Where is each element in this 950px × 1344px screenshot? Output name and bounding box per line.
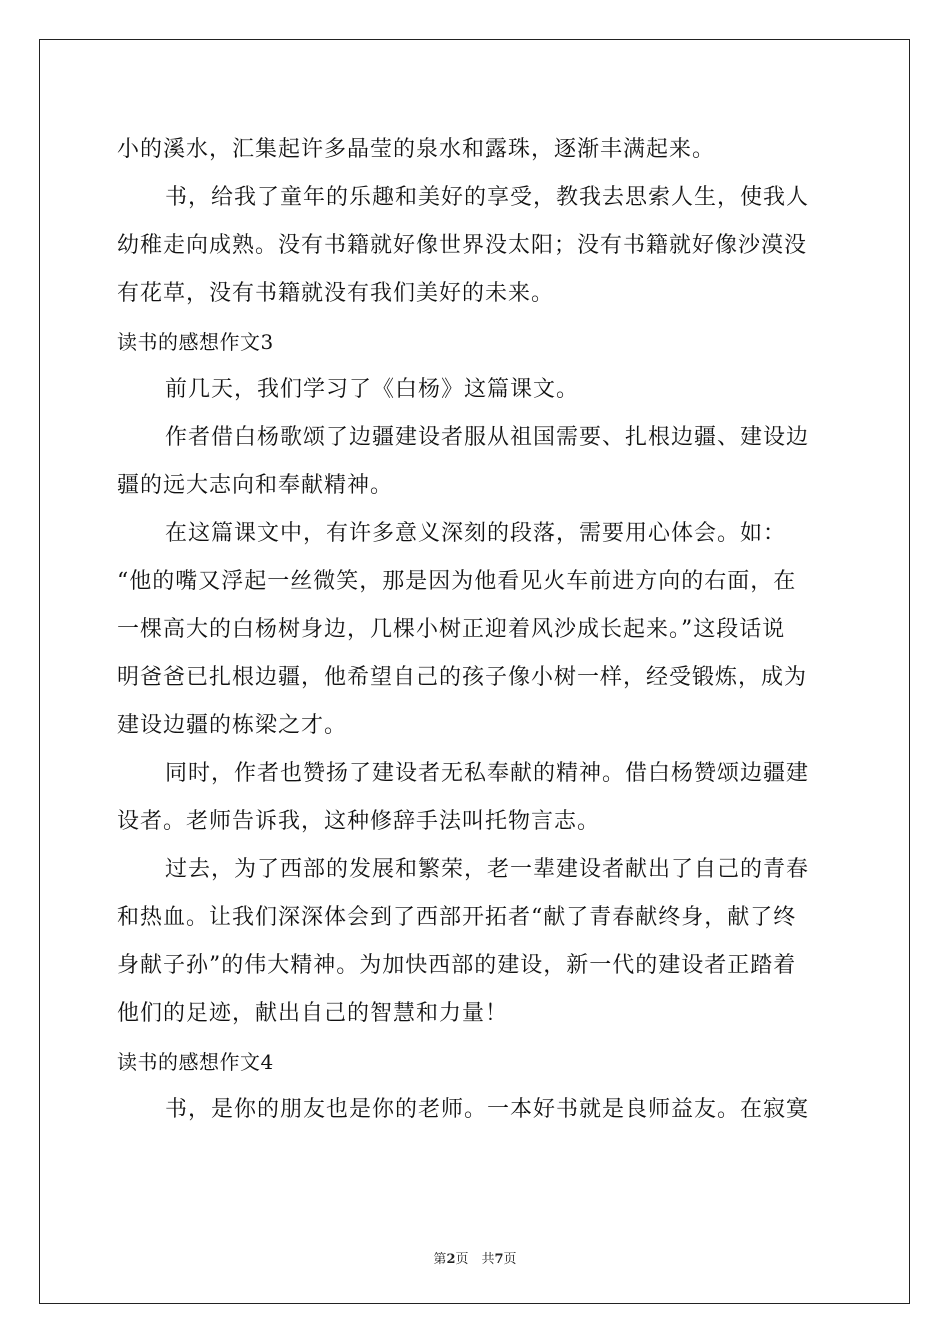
text-line: 设者。老师告诉我，这种修辞手法叫托物言志。: [117, 809, 601, 834]
current-page-number: 2: [446, 1252, 456, 1267]
text-line: “他的嘴又浮起一丝微笑，那是因为他看见火车前进方向的右面，在: [117, 569, 797, 594]
text-line: 建设边疆的栋梁之才。: [117, 713, 348, 738]
text-line: 过去，为了西部的发展和繁荣，老一辈建设者献出了自己的青春: [165, 857, 810, 882]
footer-middle: 页 共: [455, 1252, 495, 1267]
text-line: 有花草，没有书籍就没有我们美好的未来。: [117, 281, 555, 306]
text-line: 一棵高大的白杨树身边，几棵小树正迎着风沙成长起来。”这段话说: [117, 617, 786, 642]
text-line: 同时，作者也赞扬了建设者无私奉献的精神。借白杨赞颂边疆建: [165, 761, 810, 786]
text-line: 书，是你的朋友也是你的老师。一本好书就是良师益友。在寂寞: [165, 1097, 810, 1122]
section-heading: 读书的感想作文3: [117, 330, 274, 354]
text-line: 疆的远大志向和奉献精神。: [117, 473, 394, 498]
text-line: 他们的足迹，献出自己的智慧和力量！: [117, 1001, 509, 1026]
total-page-number: 7: [494, 1252, 504, 1267]
text-line: 和热血。让我们深深体会到了西部开拓者“献了青春献终身，献了终: [117, 905, 797, 930]
text-line: 前几天，我们学习了《白杨》这篇课文。: [165, 377, 580, 402]
text-line: 明爸爸已扎根边疆，他希望自己的孩子像小树一样，经受锻炼，成为: [117, 665, 808, 690]
text-line: 小的溪水，汇集起许多晶莹的泉水和露珠，逐渐丰满起来。: [117, 137, 716, 162]
text-line: 幼稚走向成熟。没有书籍就好像世界没太阳；没有书籍就好像沙漠没: [117, 233, 808, 258]
document-body: [117, 126, 833, 1134]
footer-suffix: 页: [503, 1252, 517, 1267]
text-line: 作者借白杨歌颂了边疆建设者服从祖国需要、扎根边疆、建设边: [165, 425, 810, 450]
section-heading: 读书的感想作文4: [117, 1050, 274, 1074]
text-line: 书，给我了童年的乐趣和美好的享受，教我去思索人生，使我人: [165, 185, 810, 210]
text-line: 身献子孙”的伟大精神。为加快西部的建设，新一代的建设者正踏着: [117, 953, 797, 978]
footer-prefix: 第: [433, 1252, 447, 1267]
page-footer: [0, 1248, 950, 1267]
text-line: 在这篇课文中，有许多意义深刻的段落，需要用心体会。如：: [165, 521, 787, 546]
